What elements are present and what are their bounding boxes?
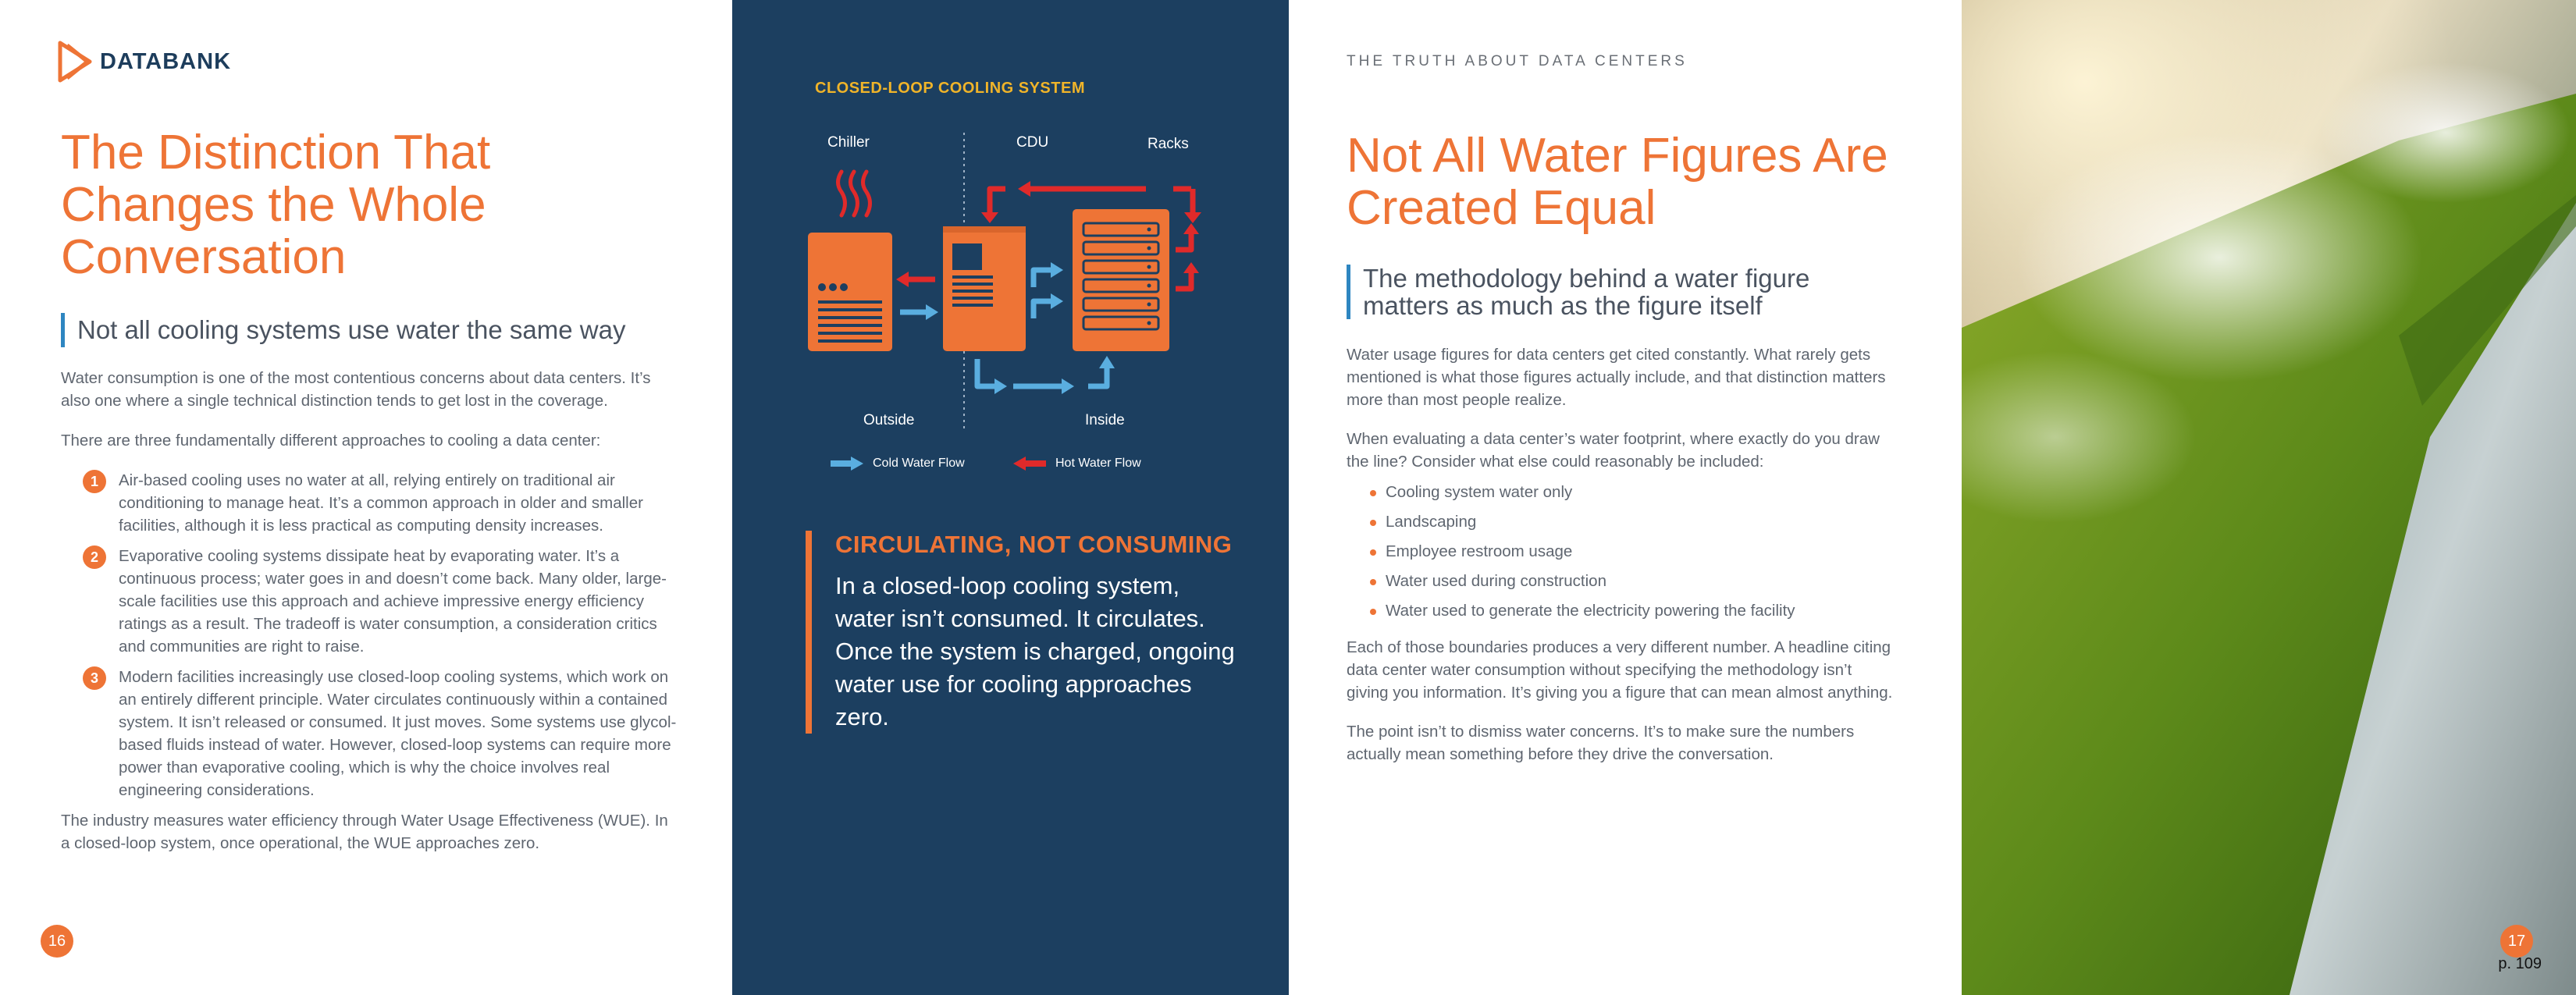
hot-arrow-icon (1013, 457, 1046, 471)
bullet-icon (1370, 579, 1376, 585)
cold-flow-arrow (1034, 270, 1052, 287)
page-number-badge: 16 (41, 925, 73, 958)
diagram-panel (732, 0, 1289, 995)
callout (806, 531, 1241, 734)
list-item-text: Water used during construction (1386, 572, 1606, 590)
list-item-text: Landscaping (1386, 513, 1477, 531)
approaches-lead: There are three fundamentally different approaches to cooling a data center: (61, 432, 601, 450)
callout-body: In a closed-loop cooling system, water isn’t consumed. It circulates. Once the system is charged, ongoing water use for cooling approaches zero. (835, 572, 1235, 730)
eyebrow: THE TRUTH ABOUT DATA CENTERS (1347, 53, 1688, 69)
legend-cold-label: Cold Water Flow (873, 457, 965, 470)
bullet-icon (1370, 490, 1376, 496)
page-title: Not All Water Figures Are Created Equal (1347, 129, 1888, 235)
list-item (61, 666, 678, 801)
list-item-text: Water used to generate the electricity powering the facility (1386, 602, 1795, 620)
list-item-text: Air-based cooling uses no water at all, relying entirely on traditional air conditioning to manage heat. It’s a common approach in older and smaller facilities, although it is less practical as computing density increases. (119, 471, 643, 535)
list-item (61, 545, 678, 658)
number-badge: 1 (83, 470, 106, 493)
list-item (1347, 510, 1893, 533)
paragraph-1: Water usage figures for data centers get cited constantly. What rarely gets mentioned is what those figures actually include, and that distinction matters more than most people realize. (1347, 346, 1886, 409)
hot-flow-arrow (1176, 234, 1191, 250)
callout-heading: CIRCULATING, NOT CONSUMING (835, 531, 1233, 558)
diagram-graphic (779, 117, 1263, 484)
list-item (1347, 481, 1893, 503)
bullet-icon (1370, 609, 1376, 615)
databank-logo-icon (58, 41, 92, 83)
legend-hot (1013, 457, 1141, 471)
paragraph-3: Each of those boundaries produces a very different number. A headline citing data center water consumption without specifying the methodology isn’t giving you information. It’s giving you a figure that can mean almost anything. (1347, 638, 1893, 702)
label-chiller: Chiller (827, 134, 870, 151)
paragraph-4: The point isn’t to dismiss water concerns. It’s to make sure the numbers actually mean something before they drive the conversation. (1347, 723, 1855, 763)
legend-cold (831, 457, 965, 471)
body-text (61, 367, 678, 872)
boundary-list (1347, 481, 1893, 622)
closing-paragraph: The industry measures water efficiency through Water Usage Effectiveness (WUE). In a closed-loop system, once operational, the WUE approaches zero. (61, 812, 668, 852)
logo-text: DATABANK (100, 48, 232, 74)
hot-flow-arrow (990, 189, 1005, 212)
body-text (1347, 343, 1893, 782)
approaches-list (61, 469, 678, 801)
paragraph-2: When evaluating a data center’s water footprint, where exactly do you draw the line? Consider what else could reasonably be included: (1347, 430, 1880, 471)
list-item (1347, 599, 1893, 622)
page-title: The Distinction That Changes the Whole Conversation (61, 126, 491, 284)
logo (58, 41, 231, 83)
label-outside: Outside (863, 412, 915, 428)
cold-flow-arrow (977, 359, 996, 386)
cdu-icon (943, 226, 1026, 351)
racks-icon (1073, 209, 1169, 351)
cold-arrow-icon (831, 457, 863, 471)
label-racks: Racks (1147, 136, 1189, 152)
cold-flow-arrow (1034, 301, 1052, 318)
left-page (0, 0, 732, 995)
list-item-text: Modern facilities increasingly use closed-loop cooling systems, which work on an entirely different principle. Water circulates continuously within a contained system. It isn’t released or consumed. It just moves. Some systems use glycol-based fluids instead of water. However, closed-loop systems can require more power than evaporative cooling, which is why the choice involves real engineering considerations. (119, 668, 677, 799)
legend-hot-label: Hot Water Flow (1055, 457, 1141, 470)
page-subtitle: The methodology behind a water figure matters as much as the figure itself (1347, 265, 1894, 319)
number-badge: 2 (83, 545, 106, 569)
sprinkler-photo (1962, 0, 2576, 995)
list-item (61, 469, 678, 537)
chiller-icon (808, 233, 892, 351)
diagram-title: CLOSED-LOOP COOLING SYSTEM (815, 80, 1085, 97)
bullet-icon (1370, 549, 1376, 556)
right-page (1289, 0, 1962, 995)
heat-waves-icon (838, 172, 870, 215)
bullet-icon (1370, 520, 1376, 526)
page-number-badge: 17 (2500, 925, 2533, 958)
photo-image (1962, 0, 2576, 995)
number-badge: 3 (83, 666, 106, 690)
page-subtitle: Not all cooling systems use water the same way (61, 313, 625, 347)
page-reference: p. 109 (2498, 955, 2542, 972)
intro-paragraph: Water consumption is one of the most contentious concerns about data centers. It’s also one where a single technical distinction tends to get lost in the coverage. (61, 369, 651, 410)
list-item-text: Cooling system water only (1386, 483, 1573, 501)
label-cdu: CDU (1016, 134, 1049, 151)
label-inside: Inside (1085, 412, 1125, 428)
list-item (1347, 570, 1893, 592)
cold-flow-arrow (1088, 367, 1107, 386)
list-item-text: Evaporative cooling systems dissipate heat by evaporating water. It’s a continuous process; water goes in and doesn’t come back. Many older, large-scale facilities use this approach and achieve impressive energy efficiency ratings as a result. The tradeoff is water consumption, a consideration critics and communities are right to raise. (119, 547, 667, 656)
list-item-text: Employee restroom usage (1386, 542, 1573, 560)
list-item (1347, 540, 1893, 563)
hot-flow-arrow (1176, 273, 1191, 289)
cooling-diagram (779, 117, 1263, 484)
